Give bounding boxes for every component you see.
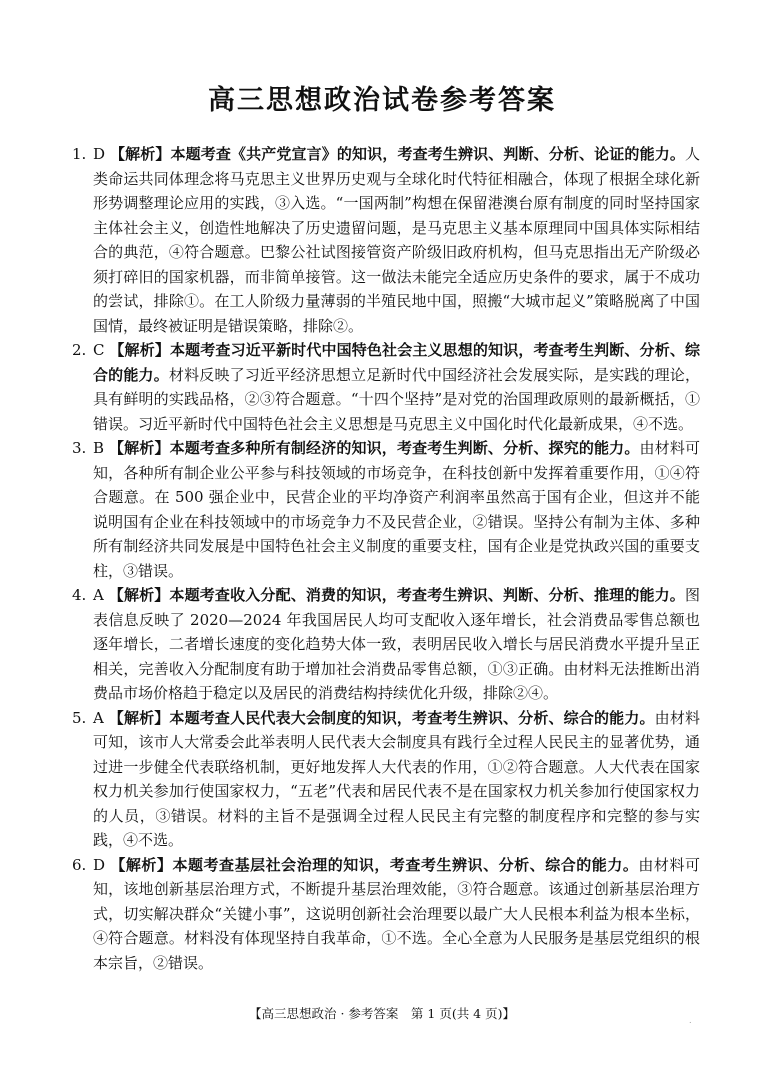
answer-item-6 bbox=[0, 853, 764, 976]
item-number: 1. bbox=[72, 145, 87, 163]
item-number: 2. bbox=[72, 341, 87, 359]
analysis-intro: 【解析】本题考查基层社会治理的知识，考查考生辨识、分析、综合的能力。 bbox=[110, 855, 639, 874]
answer-letter: D bbox=[93, 855, 106, 874]
answer-text bbox=[93, 436, 700, 583]
item-number: 3. bbox=[72, 439, 87, 457]
page-footer: 【高三思想政治 · 参考答案 第 1 页(共 4 页)】 bbox=[249, 1006, 515, 1021]
analysis-intro: 【解析】本题考查人民代表大会制度的知识，考查考生辨识、分析、综合的能力。 bbox=[108, 708, 655, 727]
analysis-body: 材料反映了习近平经济思想立足新时代中国经济社会发展实际，是实践的理论，具有鲜明的实践品格，②③符合题意。“十四个坚持”是对党的治国理政原则的最新概括，①错误。习近平新时代中国特色社会主义思想是马克思主义中国化时代化最新成果，④不选。 bbox=[93, 365, 700, 433]
analysis-body: 人类命运共同体理念将马克思主义世界历史观与全球化时代特征相融合，体现了根据全球化新形势调整理论应用的实践，③入选。“一国两制”构想在保留港澳台原有制度的同时坚持国家主体社会主义，创造性地解决了历史遗留问题，是马克思主义基本原理同中国具体实际相结合的典范，④符合题意。巴黎公社试图接管资产阶级旧政府机构，但马克思指出无产阶级必须打碎旧的国家机器，而非简单接管。这一做法未能完全适应历史条件的要求，属于不成功的尝试，排除①。在工人阶级力量薄弱的半殖民地中国，照搬“大城市起义”策略脱离了中国国情，最终被证明是错误策略，排除②。 bbox=[93, 145, 700, 335]
scan-speck: . bbox=[689, 1016, 692, 1025]
answer-item-3 bbox=[0, 436, 764, 583]
analysis-intro: 【解析】本题考查《共产党宣言》的知识，考查考生辨识、判断、分析、论证的能力。 bbox=[109, 145, 685, 163]
answer-text bbox=[93, 142, 700, 338]
answer-item-2 bbox=[0, 338, 764, 436]
analysis-intro: 【解析】本题考查收入分配、消费的知识，考查考生辨识、判断、分析、推理的能力。 bbox=[108, 586, 685, 604]
answer-text bbox=[93, 706, 700, 853]
analysis-body: 图表信息反映了 2020—2024 年我国居民人均可支配收入逐年增长，社会消费品零售总额也逐年增长，二者增长速度的变化趋势大体一致，表明居民收入增长与居民消费水平提升呈正相关，完善收入分配制度有助于增加社会消费品零售总额，①③正确。由材料无法推断出消费品市场价格趋于稳定以及居民的消费结构持续优化升级，排除②④。 bbox=[93, 586, 700, 702]
analysis-body: 由材料可知，该市人大常委会此举表明人民代表大会制度具有践行全过程人民民主的显著优势，通过进一步健全代表联络机制，更好地发挥人大代表的作用，①②符合题意。人大代表在国家权力机关参加行使国家权力，“五老”代表和居民代表不是在国家权力机关参加行使国家权力的人员，③错误。材料的主旨不是强调全过程人民民主有完整的制度程序和完整的参与实践，④不选。 bbox=[93, 708, 700, 849]
answer-text bbox=[93, 338, 700, 436]
answer-letter: D bbox=[93, 145, 106, 163]
analysis-body: 由材料可知，各种所有制企业公平参与科技领域的市场竞争，在科技创新中发挥着重要作用，①④符合题意。在 500 强企业中，民营企业的平均净资产利润率虽然高于国有企业，但这并不能说明国有企业在科技领域中的市场竞争力不及民营企业，②错误。坚持公有制为主体、多种所有制经济共同发展是中国特色社会主义制度的重要支柱，国有企业是党执政兴国的重要支柱，③错误。 bbox=[93, 439, 700, 580]
answer-item-1 bbox=[0, 142, 764, 338]
analysis-intro: 【解析】本题考查习近平新时代中国特色社会主义思想的知识，考查考生判断、分析、综合的能力。 bbox=[93, 341, 700, 384]
analysis-intro: 【解析】本题考查多种所有制经济的知识，考查考生判断、分析、探究的能力。 bbox=[108, 439, 640, 457]
answer-text bbox=[93, 853, 700, 976]
item-number: 6. bbox=[72, 855, 87, 874]
answer-letter: A bbox=[93, 708, 104, 727]
item-number: 4. bbox=[72, 586, 87, 604]
answer-text bbox=[93, 583, 700, 706]
answer-item-5 bbox=[0, 706, 764, 853]
item-number: 5. bbox=[72, 708, 87, 727]
answer-list bbox=[0, 142, 764, 975]
page-title: 高三思想政治试卷参考答案 bbox=[208, 85, 556, 116]
analysis-body: 由材料可知，该地创新基层治理方式，不断提升基层治理效能，③符合题意。该通过创新基层治理方式，切实解决群众“关键小事”，这说明创新社会治理要以最广大人民根本利益为根本坐标，④符合题意。材料没有体现坚持自我革命，①不选。全心全意为人民服务是基层党组织的根本宗旨，②错误。 bbox=[93, 855, 700, 972]
answer-letter: B bbox=[93, 439, 105, 457]
answer-letter: C bbox=[93, 341, 105, 359]
answer-item-4 bbox=[0, 583, 764, 706]
answer-letter: A bbox=[93, 586, 104, 604]
